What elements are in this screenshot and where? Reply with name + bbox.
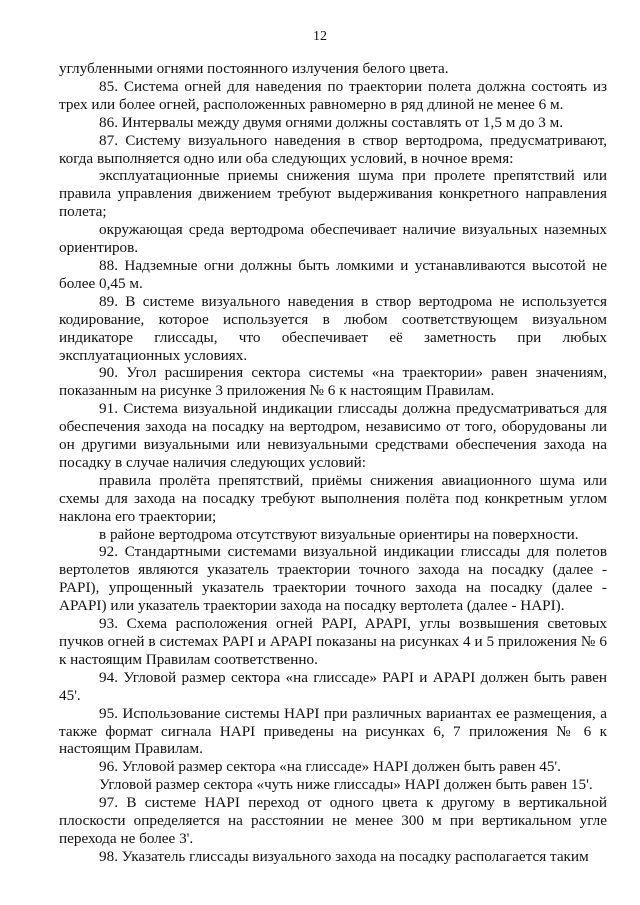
paragraph-94: 94. Угловой размер сектора «на глиссаде» PAPI и APAPI должен быть равен 45'. bbox=[59, 668, 607, 704]
page-number: 12 bbox=[313, 29, 327, 44]
paragraph-87-condition-2: окружающая среда вертодрома обеспечивает наличие визуальных наземных ориентиров. bbox=[59, 221, 607, 257]
paragraph-91-condition-2: в районе вертодрома отсутствуют визуальные ориентиры на поверхности. bbox=[99, 525, 579, 543]
paragraph-89: 89. В системе визуального наведения в створ вертодрома не используется кодирование, которое используется в любом соответствующем визуальном индикаторе глиссады, что обеспечивает её заметность при любых эксплуатационных условиях. bbox=[59, 292, 607, 364]
paragraph-96-second: Угловой размер сектора «чуть ниже глиссады» HAPI должен быть равен 15'. bbox=[99, 776, 593, 794]
paragraph-85: 85. Система огней для наведения по траектории полета должна состоять из трех или более огней, расположенных равномерно в ряд длиной не менее 6 м. bbox=[59, 77, 607, 113]
paragraph-96: 96. Угловой размер сектора «на глиссаде» HAPI должен быть равен 45'. bbox=[99, 758, 561, 776]
paragraph-97: 97. В системе HAPI переход от одного цвета к другому в вертикальной плоскости определяется на расстоянии не менее 300 м при вертикальном угле перехода не более 3'. bbox=[59, 794, 607, 847]
paragraph-93: 93. Схема расположения огней PAPI, APAPI, углы возвышения световых пучков огней в системах PAPI и APAPI показаны на рисунках 4 и 5 приложения № 6 к настоящим Правилам соответственно. bbox=[59, 615, 607, 668]
paragraph-95: 95. Использование системы HAPI при различных вариантах ее размещения, а также формат сигнала HAPI приведены на рисунках 6, 7 приложения № 6 к настоящим Правилам. bbox=[59, 704, 607, 758]
paragraph-90: 90. Угол расширения сектора системы «на траектории» равен значениям, показанным на рисунке 3 приложения № 6 к настоящим Правилам. bbox=[59, 364, 607, 400]
paragraph-continuation: углубленными огнями постоянного излучения белого цвета. bbox=[59, 60, 449, 77]
paragraph-91: 91. Система визуальной индикации глиссады должна предусматриваться для обеспечения захода на посадку на вертодром, независимо от того, оборудованы ли он другими визуальными или невизуальными средствами обеспечения захода на посадку в случае наличия следующих условий: bbox=[59, 400, 607, 471]
paragraph-87-condition-1: эксплуатационные приемы снижения шума при пролете препятствий или правила управления движением требуют выдерживания конкретного направления полета; bbox=[59, 167, 607, 221]
paragraph-87: 87. Систему визуального наведения в створ вертодрома, предусматривают, когда выполняется одно или оба следующих условий, в ночное время: bbox=[59, 131, 607, 167]
paragraph-88: 88. Надземные огни должны быть ломкими и устанавливаются высотой не более 0,45 м. bbox=[59, 256, 607, 292]
document-body bbox=[59, 60, 607, 866]
paragraph-91-condition-1: правила пролёта препятствий, приёмы снижения авиационного шума или схемы для захода на посадку требуют выполнения полёта под конкретным углом наклона его траектории; bbox=[59, 471, 607, 525]
paragraph-98: 98. Указатель глиссады визуального захода на посадку располагается таким bbox=[99, 847, 589, 865]
paragraph-86: 86. Интервалы между двумя огнями должны составлять от 1,5 м до 3 м. bbox=[99, 113, 564, 131]
paragraph-92: 92. Стандартными системами визуальной индикации глиссады для полетов вертолетов являются указатель траектории точного захода на посадку (далее - PAPI), упрощенный указатель траектории точного захода на посадку (далее - APAPI) или указатель траектории захода на посадку вертолета (далее - HAPI). bbox=[59, 543, 607, 615]
